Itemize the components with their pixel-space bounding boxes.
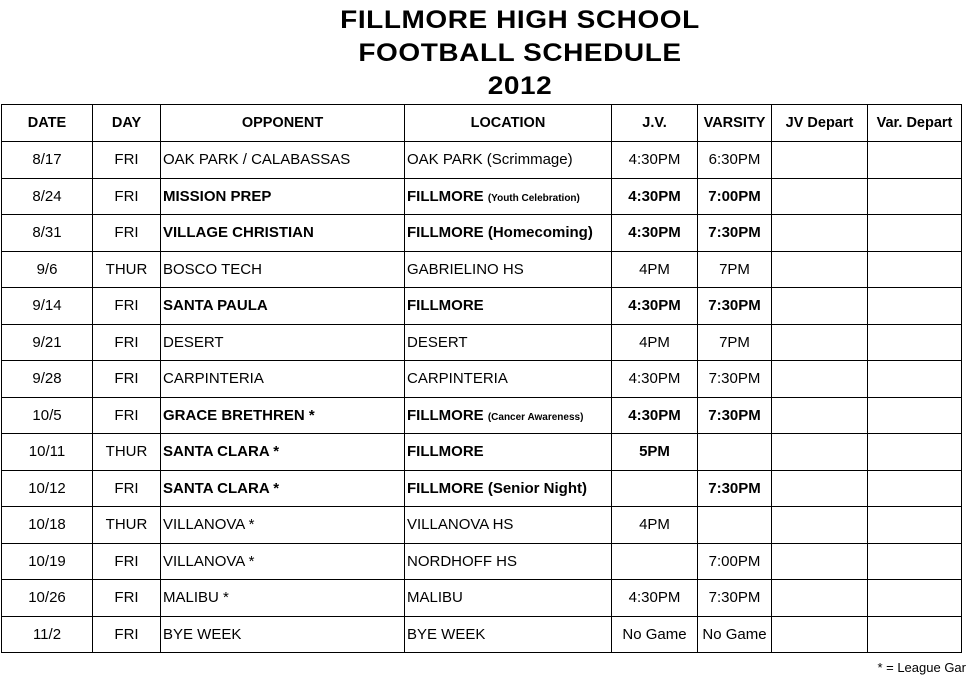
location-text: CARPINTERIA: [407, 370, 508, 388]
cell-date: 9/21: [2, 324, 93, 361]
location-text: FILLMORE: [407, 406, 488, 424]
cell-location: [405, 543, 612, 580]
header-location: LOCATION: [405, 105, 612, 142]
cell-var-depart: [868, 361, 962, 398]
cell-jv: 5PM: [612, 434, 698, 471]
cell-opponent: VILLAGE CHRISTIAN: [161, 215, 405, 252]
table-row: [2, 361, 962, 398]
header-var-depart: Var. Depart: [868, 105, 962, 142]
table-row: [2, 397, 962, 434]
cell-jv: 4:30PM: [612, 397, 698, 434]
cell-day: FRI: [93, 543, 161, 580]
cell-opponent: BOSCO TECH: [161, 251, 405, 288]
cell-jv: 4PM: [612, 251, 698, 288]
cell-location: [405, 324, 612, 361]
table-row: [2, 251, 962, 288]
cell-location: [405, 215, 612, 252]
cell-var-depart: [868, 178, 962, 215]
school-title: FILLMORE HIGH SCHOOL: [340, 6, 700, 34]
cell-var-depart: [868, 580, 962, 617]
cell-varsity: 6:30PM: [698, 142, 772, 179]
cell-day: THUR: [93, 251, 161, 288]
location-text: MALIBU: [407, 589, 463, 607]
cell-opponent: DESERT: [161, 324, 405, 361]
cell-location: [405, 361, 612, 398]
location-text: BYE WEEK: [407, 625, 486, 643]
cell-location: [405, 616, 612, 653]
cell-opponent: OAK PARK / CALABASSAS: [161, 142, 405, 179]
cell-date: 10/5: [2, 397, 93, 434]
cell-jv: No Game: [612, 616, 698, 653]
cell-jv: [612, 470, 698, 507]
cell-jv-depart: [772, 616, 868, 653]
cell-opponent: SANTA CLARA *: [161, 470, 405, 507]
cell-day: FRI: [93, 324, 161, 361]
cell-date: 9/14: [2, 288, 93, 325]
cell-opponent: VILLANOVA *: [161, 507, 405, 544]
cell-varsity: 7PM: [698, 251, 772, 288]
cell-opponent: BYE WEEK: [161, 616, 405, 653]
location-text: VILLANOVA HS: [407, 516, 514, 534]
table-row: [2, 142, 962, 179]
cell-date: 10/18: [2, 507, 93, 544]
year-title: 2012: [487, 72, 553, 100]
cell-jv-depart: [772, 580, 868, 617]
cell-jv: 4:30PM: [612, 142, 698, 179]
location-text: OAK PARK (Scrimmage): [407, 151, 573, 169]
location-text: DESERT: [407, 333, 468, 351]
table-row: [2, 215, 962, 252]
header-varsity: VARSITY: [698, 105, 772, 142]
cell-jv-depart: [772, 178, 868, 215]
cell-varsity: 7:00PM: [698, 543, 772, 580]
cell-day: FRI: [93, 361, 161, 398]
location-text: FILLMORE: [407, 297, 484, 315]
header-row: [2, 105, 962, 142]
schedule-table: [1, 104, 962, 653]
table-row: [2, 434, 962, 471]
cell-varsity: [698, 507, 772, 544]
cell-location: [405, 434, 612, 471]
cell-varsity: No Game: [698, 616, 772, 653]
table-row: [2, 324, 962, 361]
schedule-body: [2, 142, 962, 653]
cell-jv: 4:30PM: [612, 215, 698, 252]
location-note: (Cancer Awareness): [487, 411, 584, 423]
cell-var-depart: [868, 324, 962, 361]
cell-jv-depart: [772, 543, 868, 580]
title-block: [0, 4, 970, 103]
cell-var-depart: [868, 616, 962, 653]
cell-day: FRI: [93, 215, 161, 252]
cell-varsity: 7:30PM: [698, 361, 772, 398]
cell-location: [405, 178, 612, 215]
league-game-footnote: * = League Gar: [877, 660, 966, 675]
cell-jv-depart: [772, 361, 868, 398]
cell-varsity: 7:30PM: [698, 470, 772, 507]
table-row: [2, 178, 962, 215]
cell-var-depart: [868, 507, 962, 544]
location-text: NORDHOFF HS: [407, 552, 517, 570]
table-row: [2, 543, 962, 580]
cell-date: 8/17: [2, 142, 93, 179]
cell-date: 9/28: [2, 361, 93, 398]
cell-varsity: 7PM: [698, 324, 772, 361]
cell-jv-depart: [772, 470, 868, 507]
cell-jv-depart: [772, 251, 868, 288]
cell-opponent: SANTA PAULA: [161, 288, 405, 325]
cell-jv: 4PM: [612, 507, 698, 544]
cell-date: 11/2: [2, 616, 93, 653]
schedule-title: FOOTBALL SCHEDULE: [358, 39, 682, 67]
cell-varsity: 7:30PM: [698, 580, 772, 617]
cell-opponent: VILLANOVA *: [161, 543, 405, 580]
cell-var-depart: [868, 470, 962, 507]
cell-date: 10/11: [2, 434, 93, 471]
location-text: FILLMORE: [407, 187, 488, 205]
location-text: GABRIELINO HS: [407, 260, 524, 278]
table-row: [2, 288, 962, 325]
cell-var-depart: [868, 142, 962, 179]
cell-location: [405, 251, 612, 288]
cell-date: 10/26: [2, 580, 93, 617]
cell-day: FRI: [93, 178, 161, 215]
cell-jv: 4:30PM: [612, 361, 698, 398]
cell-location: [405, 397, 612, 434]
header-opponent: OPPONENT: [161, 105, 405, 142]
cell-jv: 4PM: [612, 324, 698, 361]
cell-var-depart: [868, 215, 962, 252]
cell-var-depart: [868, 434, 962, 471]
cell-jv: 4:30PM: [612, 580, 698, 617]
table-row: [2, 616, 962, 653]
cell-date: 10/12: [2, 470, 93, 507]
cell-day: FRI: [93, 397, 161, 434]
cell-opponent: GRACE BRETHREN *: [161, 397, 405, 434]
cell-varsity: 7:00PM: [698, 178, 772, 215]
cell-varsity: 7:30PM: [698, 215, 772, 252]
cell-jv-depart: [772, 288, 868, 325]
cell-location: [405, 580, 612, 617]
cell-date: 10/19: [2, 543, 93, 580]
cell-varsity: [698, 434, 772, 471]
cell-jv: 4:30PM: [612, 288, 698, 325]
cell-day: FRI: [93, 580, 161, 617]
cell-day: FRI: [93, 142, 161, 179]
cell-opponent: MALIBU *: [161, 580, 405, 617]
cell-varsity: 7:30PM: [698, 397, 772, 434]
cell-var-depart: [868, 288, 962, 325]
location-note: (Youth Celebration): [487, 192, 580, 204]
header-date: DATE: [2, 105, 93, 142]
cell-var-depart: [868, 543, 962, 580]
cell-day: FRI: [93, 288, 161, 325]
cell-location: [405, 288, 612, 325]
cell-jv-depart: [772, 507, 868, 544]
header-day: DAY: [93, 105, 161, 142]
location-text: FILLMORE (Senior Night): [407, 479, 587, 497]
cell-jv: 4:30PM: [612, 178, 698, 215]
cell-jv-depart: [772, 142, 868, 179]
cell-location: [405, 507, 612, 544]
cell-date: 8/24: [2, 178, 93, 215]
cell-date: 8/31: [2, 215, 93, 252]
cell-day: THUR: [93, 434, 161, 471]
cell-var-depart: [868, 251, 962, 288]
cell-opponent: SANTA CLARA *: [161, 434, 405, 471]
cell-jv-depart: [772, 215, 868, 252]
cell-opponent: MISSION PREP: [161, 178, 405, 215]
table-row: [2, 580, 962, 617]
cell-location: [405, 470, 612, 507]
cell-var-depart: [868, 397, 962, 434]
cell-day: FRI: [93, 470, 161, 507]
cell-date: 9/6: [2, 251, 93, 288]
cell-jv: [612, 543, 698, 580]
header-jv-depart: JV Depart: [772, 105, 868, 142]
cell-jv-depart: [772, 397, 868, 434]
cell-varsity: 7:30PM: [698, 288, 772, 325]
cell-jv-depart: [772, 324, 868, 361]
cell-day: THUR: [93, 507, 161, 544]
table-row: [2, 470, 962, 507]
location-text: FILLMORE: [407, 443, 484, 461]
table-row: [2, 507, 962, 544]
location-text: FILLMORE (Homecoming): [407, 224, 593, 242]
header-jv: J.V.: [612, 105, 698, 142]
cell-location: [405, 142, 612, 179]
cell-jv-depart: [772, 434, 868, 471]
cell-day: FRI: [93, 616, 161, 653]
cell-opponent: CARPINTERIA: [161, 361, 405, 398]
